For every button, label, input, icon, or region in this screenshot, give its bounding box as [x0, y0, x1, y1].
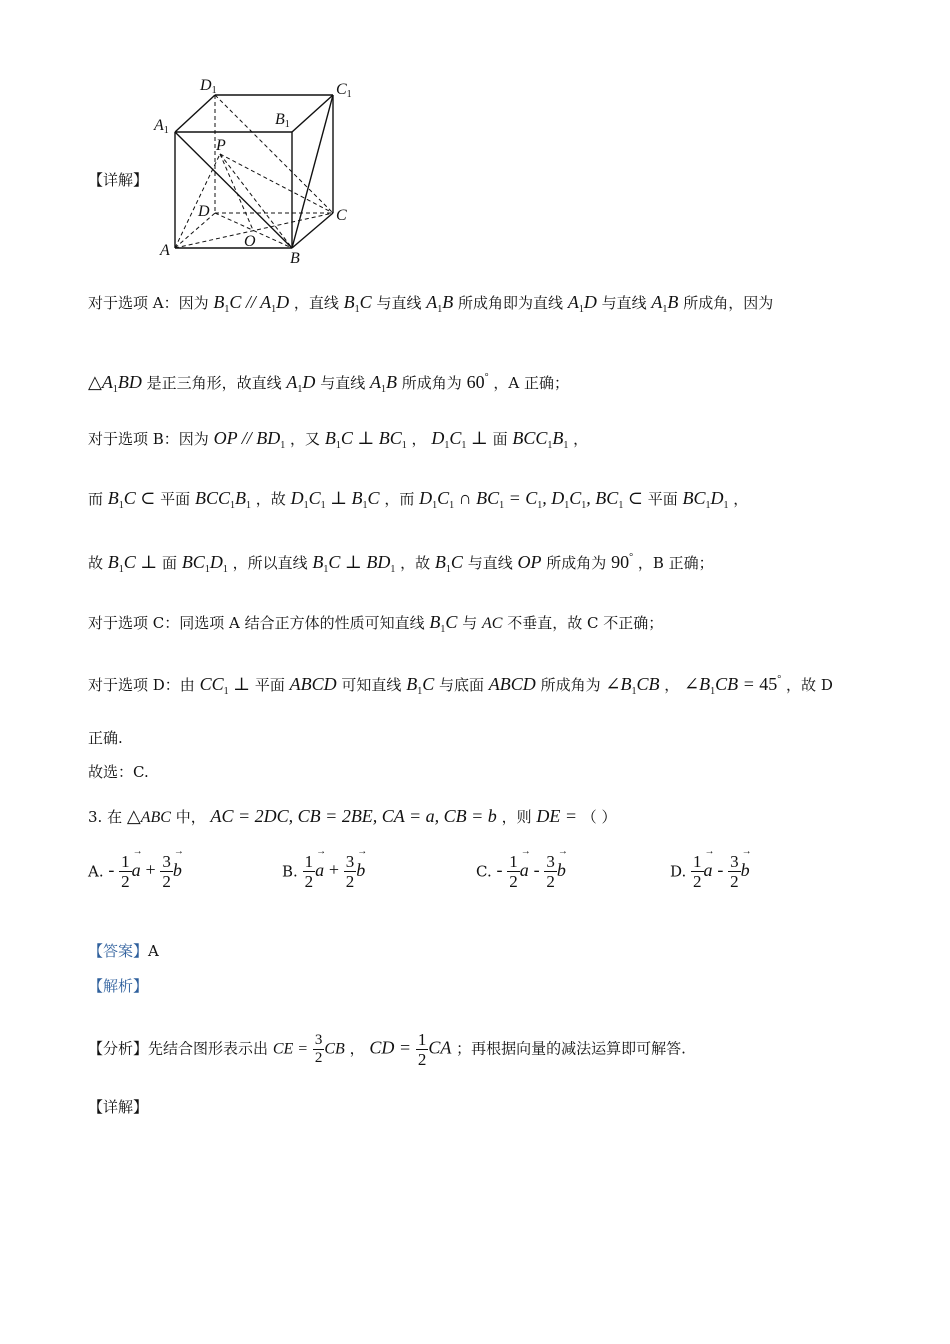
- option-a-line-2: $\triangle A_1BD$ 是正三角形，故直线 $A_1D$ 与直线 $A_1B$ 所成角为 60° ，A 正确；: [88, 372, 569, 395]
- detail-label: 【详解】: [88, 171, 149, 189]
- answer-line: [88, 941, 159, 961]
- label-a: A: [160, 242, 170, 259]
- cube-figure: [150, 72, 370, 272]
- option-a-line-1: 对于选项 A：因为 $B_1C // A_1D$ ，直线 $B_1C$ 与直线 $A_1B$ 所成角即为直线 $A_1D$ 与直线 $A_1B$ 所成角，因为: [88, 292, 774, 315]
- label-d1: D1: [200, 77, 217, 96]
- fenxi-line: 【分析】先结合图形表示出 CE = $\frac{3}{2}$ CB ， CD = $\frac{1}{2}$ CA ；再根据向量的减法运算即可解答.: [88, 1030, 686, 1069]
- option-b-line-3: 故 $B_1C$ ⊥ 面 $BC_1D_1$ ，所以直线 $B_1C$ ⊥ $BD_1$ ，故 $B_1C$ 与直线 OP 所成角为 90° ，B 正确；: [88, 552, 714, 575]
- option-d-line-2: 正确.: [88, 729, 123, 747]
- detail-label-2: 【详解】: [88, 1098, 149, 1116]
- choice-c[interactable]: C. - $\frac{1}{2}$ → a - $\frac{3}{2}$ → b: [476, 852, 566, 891]
- option-b-line-2: 而 $B_1C$ ⊂ 平面 $BCC_1B_1$ ，故 $D_1C_1$ ⊥ $B_1C$ ，而 $D_1C_1$ ∩ $BC_1 = C_1$, $D_1C_1$, $BC_1$ ⊂ 平面 $BC_1D_1$ ，: [88, 488, 749, 511]
- label-o: O: [244, 233, 256, 250]
- option-d-line: 对于选项 D：由 $CC_1$ ⊥ 平面 ABCD 可知直线 $B_1C$ 与底面 ABCD 所成角为 $\angle B_1CB$ ， $\angle B_1CB = 45^\circ$ ，故 D: [88, 674, 833, 697]
- label-d: D: [198, 203, 210, 220]
- answer-label: 【答案】: [88, 942, 149, 960]
- option-c-line: 对于选项 C：同选项 A 结合正方体的性质可知直线 $B_1C$ 与 AC 不垂直，故 C 不正确；: [88, 612, 664, 635]
- label-a1: A1: [154, 117, 169, 136]
- label-p: P: [216, 137, 226, 154]
- choice-a[interactable]: A. - $\frac{1}{2}$ → a + $\frac{3}{2}$ → b: [88, 852, 182, 891]
- label-b: B: [290, 250, 300, 267]
- question-3: 3. 在 △ABC 中， AC = 2DC, CB = 2BE, CA = a, CB = b ，则 DE = （ ）: [88, 806, 617, 826]
- label-c: C: [336, 207, 347, 224]
- choose-line: 故选：C.: [88, 763, 149, 781]
- answer-value: A: [148, 942, 159, 960]
- choice-d[interactable]: D. $\frac{1}{2}$ → a - $\frac{3}{2}$ → b: [670, 852, 750, 891]
- choice-b[interactable]: B. $\frac{1}{2}$ → a + $\frac{3}{2}$ → b: [282, 852, 365, 891]
- label-c1: C1: [336, 81, 352, 100]
- label-b1: B1: [275, 111, 290, 130]
- analysis-label: 【解析】: [88, 977, 149, 995]
- option-b-line-1: 对于选项 B：因为 OP // $BD_1$ ，又 $B_1C$ ⊥ $BC_1$ ， $D_1C_1$ ⊥ 面 $BCC_1B_1$ ，: [88, 428, 589, 451]
